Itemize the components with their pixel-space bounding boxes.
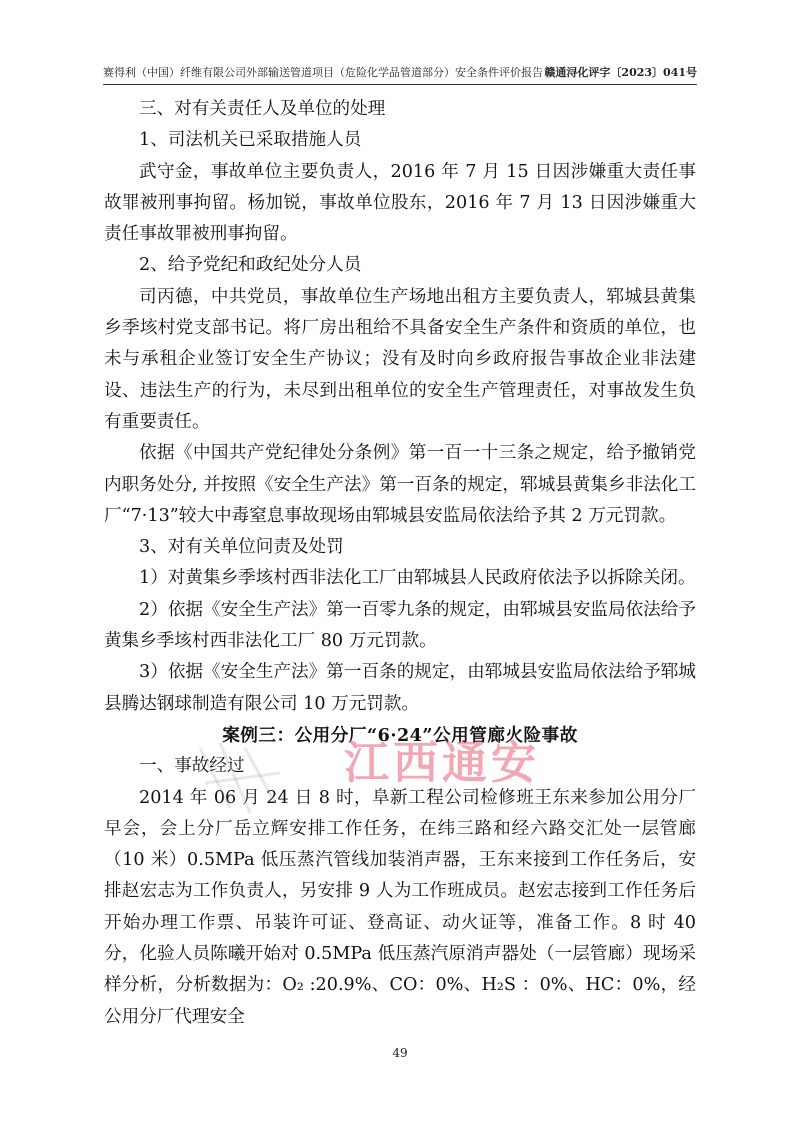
page-number: 49 <box>392 1046 408 1060</box>
subheading-unit-penalties: 3、对有关单位问责及处罚 <box>139 537 344 558</box>
section-heading-handling: 三、对有关责任人及单位的处理 <box>139 99 386 119</box>
document-body <box>104 94 696 1033</box>
paragraph-detained-persons: 武守金，事故单位主要负责人，2016 年 7 月 15 日因涉嫌重大责任事故罪被刑事拘留。杨加锐，事故单位股东，2016 年 7 月 13 日因涉嫌重大责任事故罪被刑事拘留。 <box>104 161 696 245</box>
paragraph-si-bingde: 司丙德，中共党员，事故单位生产场地出租方主要负责人，郓城县黄集乡季垓村党支部书记。将厂房出租给不具备安全生产条件和资质的单位，也未与承租企业签订安全生产协议；没有及时向乡政府报告事故企业非法建设、违法生产的行为，未尽到出租单位的安全生产管理责任，对事故发生负有重要责任。 <box>104 286 696 432</box>
page-header <box>103 64 697 85</box>
case-three-title: 案例三：公用分厂“6·24”公用管廊火险事故 <box>222 724 578 746</box>
penalty-item-3: 3）依据《安全生产法》第一百条的规定，由郓城县安监局依法给予郓城县腾达钢球制造有限公司 10 万元罚款。 <box>104 662 696 714</box>
header-report-number: 赣通浔化评字〔2023〕041号 <box>544 66 697 79</box>
penalty-item-1: 1）对黄集乡季垓村西非法化工厂由郓城县人民政府依法予以拆除关闭。 <box>139 568 696 589</box>
penalty-item-2: 2）依据《安全生产法》第一百零九条的规定，由郓城县安监局依法给予黄集乡季垓村西非法化工厂 80 万元罚款。 <box>104 599 696 652</box>
subheading-disciplinary-actions: 2、给予党纪和政纪处分人员 <box>139 255 362 276</box>
company-watermark: 江西通安 <box>344 736 541 789</box>
header-report-title: 赛得利（中国）纤维有限公司外部输送管道项目（危险化学品管道部分）安全条件评价报告 <box>103 66 543 79</box>
subheading-judicial-measures: 1、司法机关已采取措施人员 <box>139 130 362 151</box>
subheading-accident-process: 一、事故经过 <box>139 756 245 777</box>
paragraph-party-discipline: 依据《中国共产党纪律处分条例》第一百一十三条之规定，给予撤销党内职务处分, 并按照《安全生产法》第一百条的规定，郓城县黄集乡非法化工厂“7·13”较大中毒窒息事故现场由郓城县安监局依法给予其 2 万元罚款。 <box>104 443 696 526</box>
paragraph-accident-details: 2014 年 06 月 24 日 8 时，阜新工程公司检修班王东来参加公用分厂早会，会上分厂岳立辉安排工作任务，在纬三路和经六路交汇处一层管廊（10 米）0.5MPa 低压蒸汽管线加装消声器，王东来接到工作任务后，安排赵宏志为工作负责人，另安排 9 人为工作班成员。赵宏志接到工作任务后开始办理工作票、吊装许可证、登高证、动火证等，准备工作。8 时 40 分，化验人员陈曦开始对 0.5MPa 低压蒸汽原消声器处（一层管廊）现场采样分析，分析数据为：O₂ :20.9%、CO：0%、H₂S ：0%、HC：0%，经公用分厂代理安全 <box>104 787 696 1027</box>
